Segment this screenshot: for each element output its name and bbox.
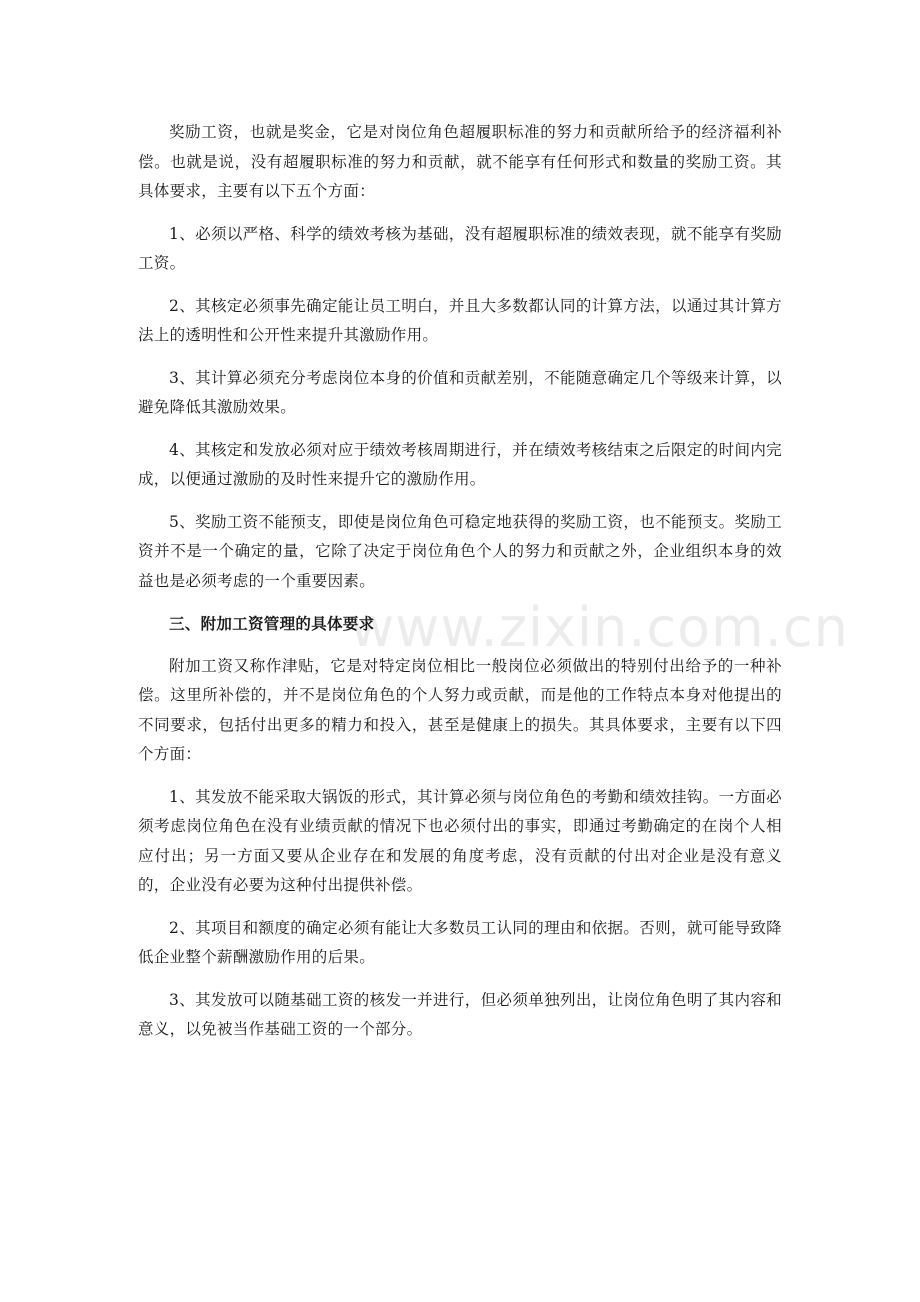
paragraph-bonus-item-3: 3、其计算必须充分考虑岗位本身的价值和贡献差别，不能随意确定几个等级来计算，以避免降低其激励效果。 (138, 368, 782, 416)
paragraph-allowance-item-2: 2、其项目和额度的确定必须有能让大多数员工认同的理由和依据。否则，就可能导致降低企业整个薪酬激励作用的后果。 (138, 918, 782, 966)
document-body (138, 118, 782, 1058)
paragraph-allowance-item-3: 3、其发放可以随基础工资的核发一并进行，但必须单独列出，让岗位角色明了其内容和意义，以免被当作基础工资的一个部分。 (138, 990, 782, 1038)
section-heading: 三、附加工资管理的具体要求 (169, 614, 375, 633)
paragraph-allowance-item-1: 1、其发放不能采取大锅饭的形式，其计算必须与岗位角色的考勤和绩效挂钩。一方面必须考虑岗位角色在没有业绩贡献的情况下也必须付出的事实，即通过考勤确定的在岗个人相应付出；另一方面又要从企业存在和发展的角度考虑，没有贡献的付出对企业是没有意义的，企业没有必要为这种付出提供补偿。 (138, 787, 782, 894)
paragraph-bonus-intro: 奖励工资，也就是奖金，它是对岗位角色超履职标准的努力和贡献所给予的经济福利补偿。也就是说，没有超履职标准的努力和贡献，就不能享有任何形式和数量的奖励工资。其具体要求，主要有以下五个方面： (138, 123, 782, 200)
paragraph-allowance-intro: 附加工资又称作津贴，它是对特定岗位相比一般岗位必须做出的特别付出给予的一种补偿。这里所补偿的，并不是岗位角色的个人努力或贡献，而是他的工作特点本身对他提出的不同要求，包括付出更多的精力和投入，甚至是健康上的损失。其具体要求，主要有以下四个方面： (138, 656, 782, 763)
paragraph-bonus-item-4: 4、其核定和发放必须对应于绩效考核周期进行，并在绩效考核结束之后限定的时间内完成，以便通过激励的及时性来提升它的激励作用。 (138, 440, 782, 488)
paragraph-bonus-item-1: 1、必须以严格、科学的绩效考核为基础，没有超履职标准的绩效表现，就不能享有奖励工资。 (138, 224, 782, 272)
paragraph-bonus-item-5: 5、奖励工资不能预支，即使是岗位角色可稳定地获得的奖励工资，也不能预支。奖励工资并不是一个确定的量，它除了决定于岗位角色个人的努力和贡献之外，企业组织本身的效益也是必须考虑的一个重要因素。 (138, 512, 782, 590)
watermark: www.zixin.com.cn (350, 596, 849, 659)
paragraph-bonus-item-2: 2、其核定必须事先确定能让员工明白，并且大多数都认同的计算方法，以通过其计算方法上的透明性和公开性来提升其激励作用。 (138, 296, 782, 344)
